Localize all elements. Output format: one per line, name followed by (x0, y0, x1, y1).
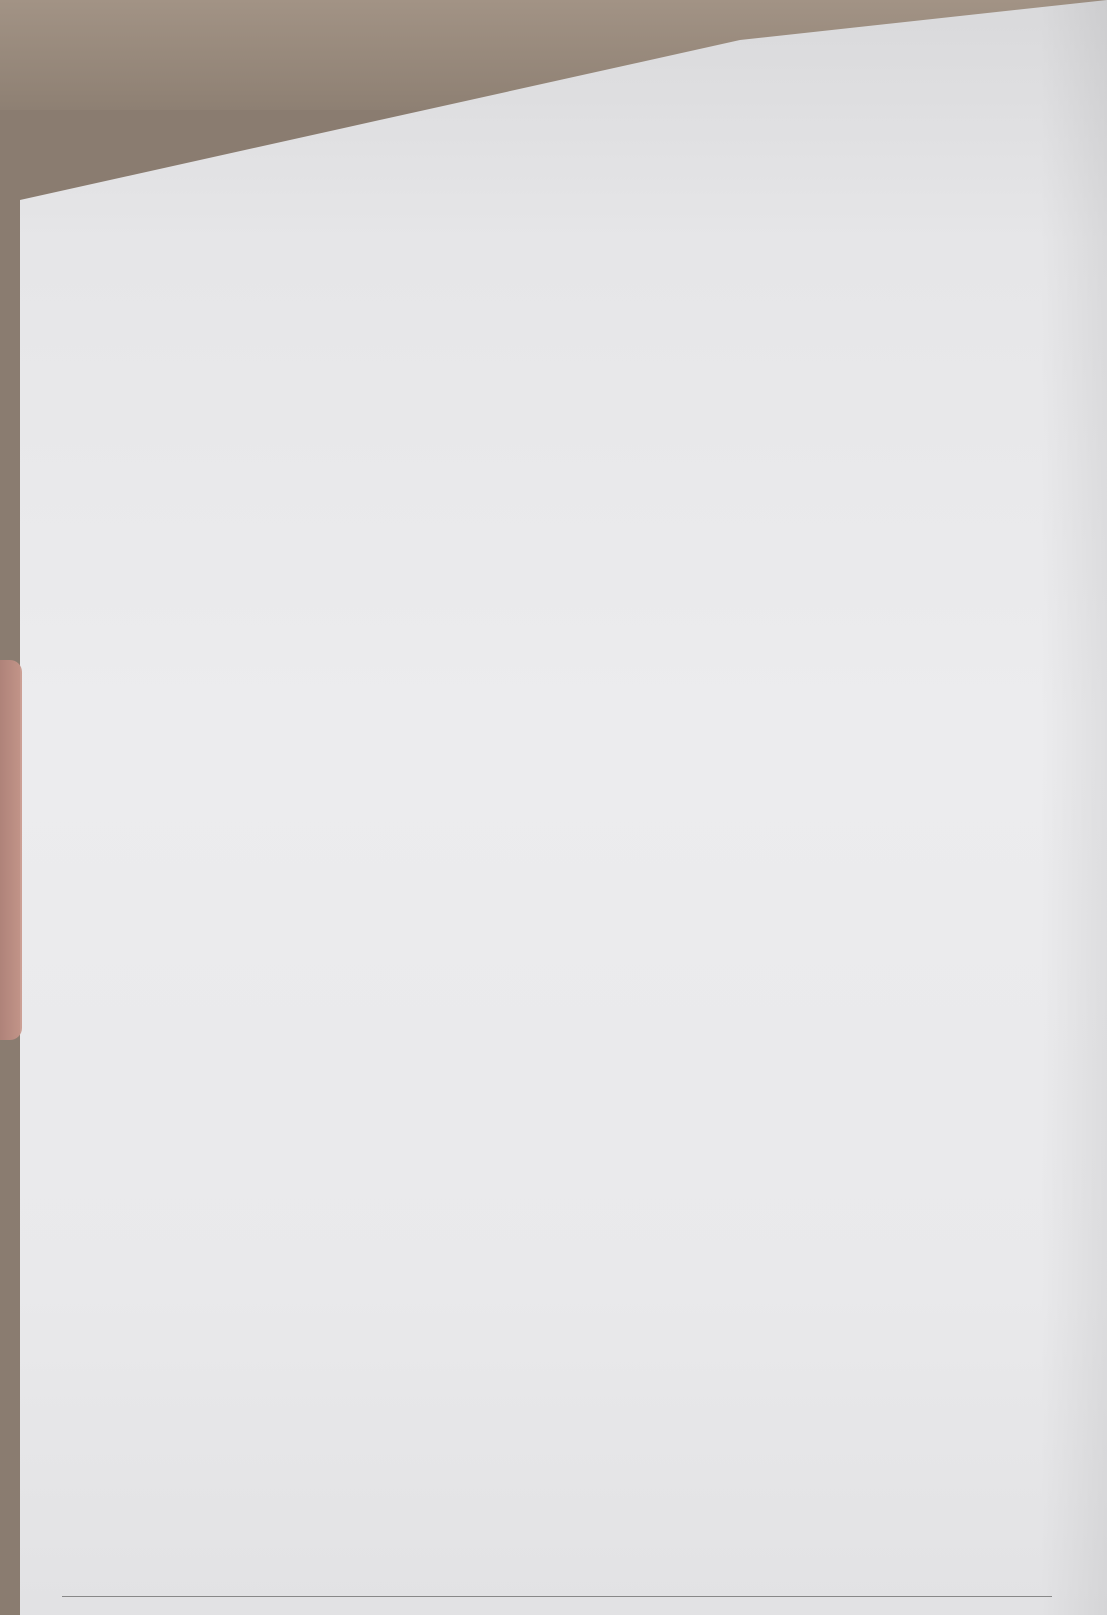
bottom-rule (62, 1596, 1052, 1597)
